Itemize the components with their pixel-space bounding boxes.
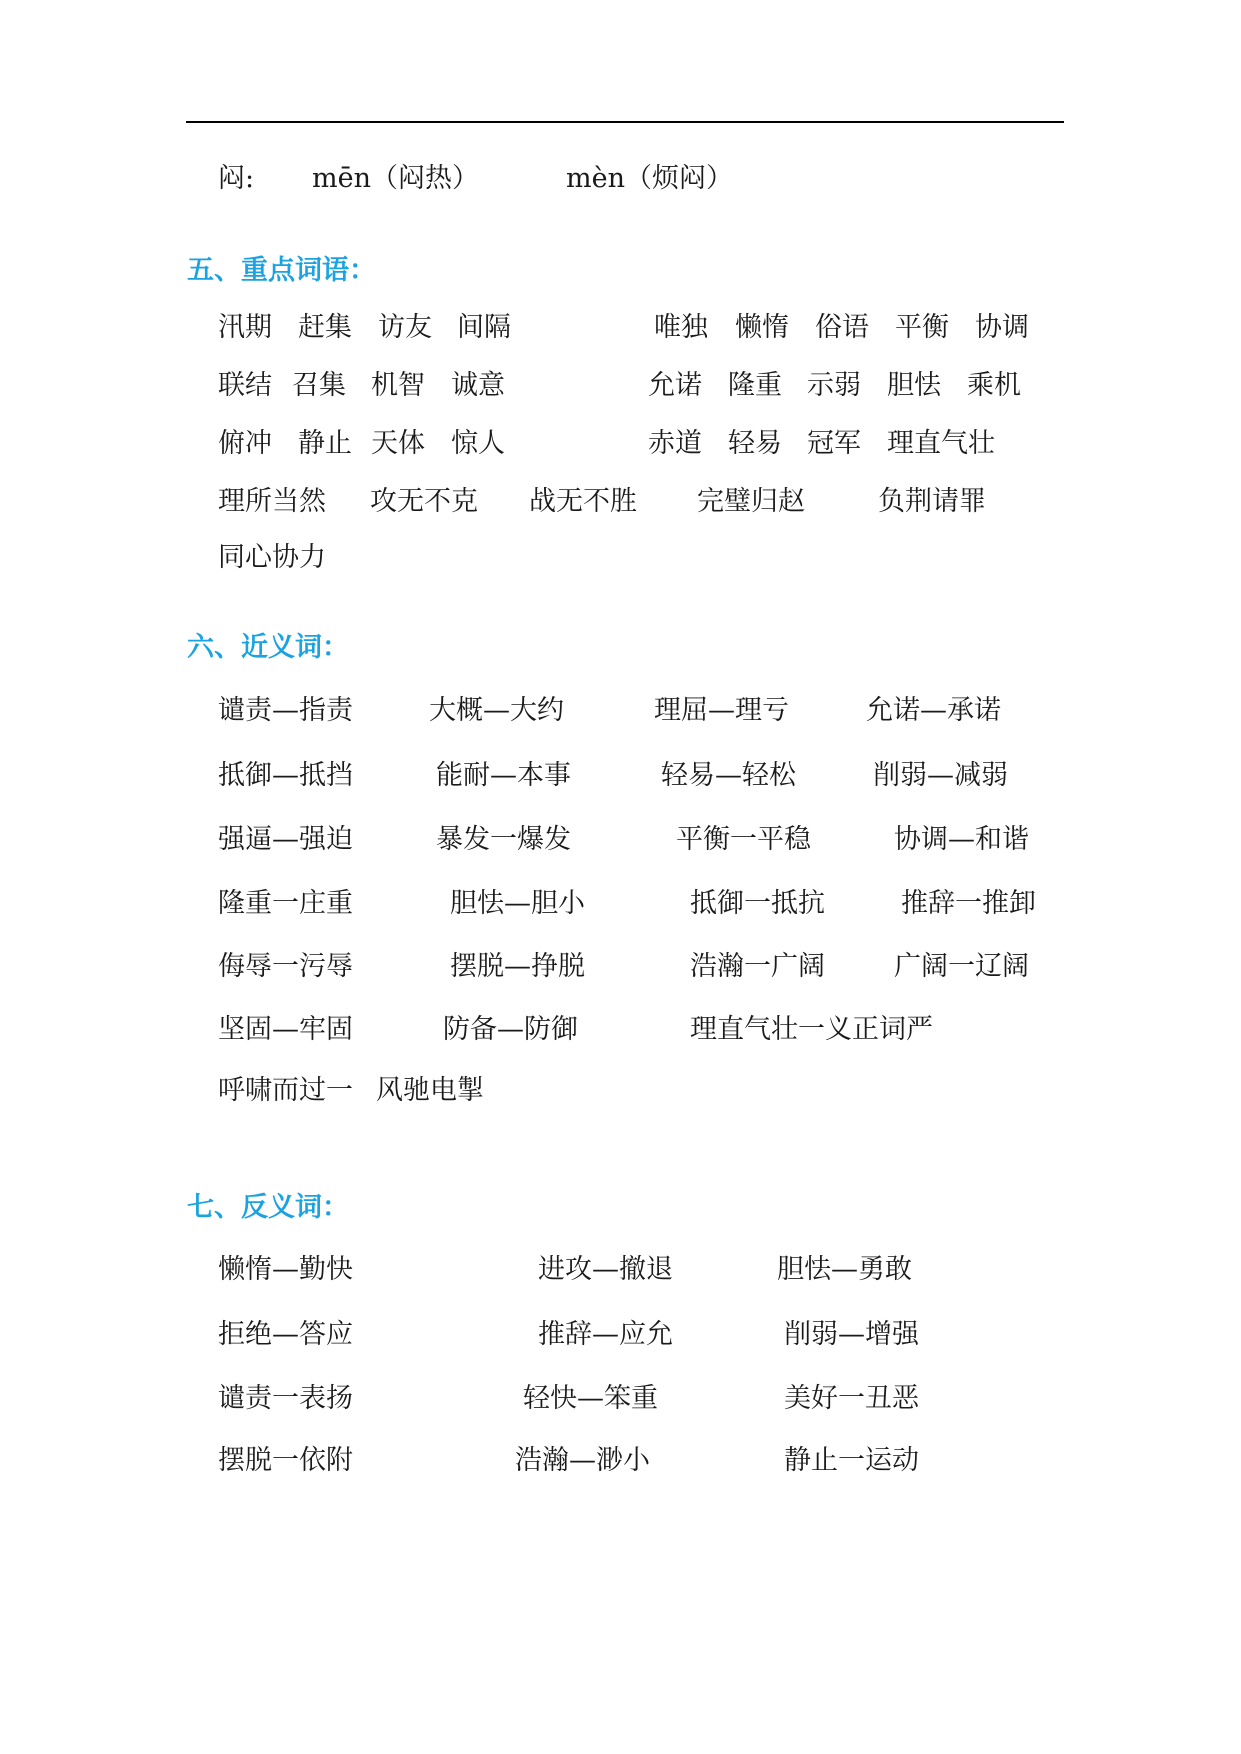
word: 赶集	[298, 312, 352, 343]
word-pair: 谴责一表扬	[218, 1383, 353, 1414]
word-pair: 浩瀚—渺小	[515, 1445, 650, 1476]
word: 俗语	[815, 312, 869, 343]
word: 攻无不克	[370, 486, 478, 517]
word-pair: 谴责—指责	[218, 695, 353, 726]
word-pair: 抵御一抵抗	[690, 888, 825, 919]
word: 唯独	[654, 312, 708, 343]
word: 允诺	[648, 370, 702, 401]
word: 理所当然	[218, 486, 326, 517]
word-pair: 胆怯—勇敢	[777, 1254, 912, 1285]
word: 赤道	[648, 428, 702, 459]
word-pair: 强逼—强迫	[218, 824, 353, 855]
word-pair: 抵御—抵挡	[218, 760, 353, 791]
word: 间隔	[457, 312, 511, 343]
word-pair: 摆脱—挣脱	[450, 951, 585, 982]
word: 联结	[218, 370, 272, 401]
word-pair: 推辞—应允	[538, 1319, 673, 1350]
word: 同心协力	[218, 542, 326, 573]
word-pair: 推辞一推卸	[901, 888, 1036, 919]
word-pair: 轻快—笨重	[523, 1383, 658, 1414]
word-pair: 摆脱一依附	[218, 1445, 353, 1476]
word-pair: 广阔一辽阔	[894, 951, 1029, 982]
pronunciation-2: mèn（烦闷）	[566, 163, 733, 194]
word: 协调	[975, 312, 1029, 343]
word: 示弱	[807, 370, 861, 401]
word-pair: 暴发一爆发	[436, 824, 571, 855]
word-pair: 拒绝—答应	[218, 1319, 353, 1350]
word-pair: 隆重一庄重	[218, 888, 353, 919]
word-pair: 呼啸而过一	[218, 1075, 353, 1106]
word-pair: 美好一丑恶	[784, 1383, 919, 1414]
word-pair: 削弱—减弱	[873, 760, 1008, 791]
word-pair: 风驰电掣	[376, 1075, 484, 1106]
top-rule	[186, 121, 1064, 123]
word: 天体	[371, 428, 425, 459]
word: 轻易	[728, 428, 782, 459]
polyphone-char: 闷:	[218, 163, 255, 194]
word: 机智	[371, 370, 425, 401]
word-pair: 浩瀚一广阔	[690, 951, 825, 982]
word-pair: 能耐—本事	[436, 760, 571, 791]
word: 俯冲	[218, 428, 272, 459]
word: 冠军	[807, 428, 861, 459]
word-pair: 允诺—承诺	[866, 695, 1001, 726]
word: 静止	[298, 428, 352, 459]
word: 完璧归赵	[697, 486, 805, 517]
word-pair: 大概—大约	[429, 695, 564, 726]
word-pair: 防备—防御	[443, 1014, 578, 1045]
word: 平衡	[895, 312, 949, 343]
word-pair: 懒惰—勤快	[218, 1254, 353, 1285]
word: 召集	[292, 370, 346, 401]
word-pair: 理直气壮一义正词严	[690, 1014, 933, 1045]
word-pair: 协调—和谐	[894, 824, 1029, 855]
section-title: 六、近义词：	[187, 632, 349, 663]
word-pair: 坚固—牢固	[218, 1014, 353, 1045]
word: 战无不胜	[529, 486, 637, 517]
section-title: 七、反义词：	[187, 1192, 349, 1223]
word: 胆怯	[887, 370, 941, 401]
word-pair: 削弱—增强	[784, 1319, 919, 1350]
pronunciation-1: mēn（闷热）	[312, 163, 479, 194]
word: 理直气壮	[887, 428, 995, 459]
word: 汛期	[218, 312, 272, 343]
word-pair: 静止一运动	[784, 1445, 919, 1476]
word: 乘机	[967, 370, 1021, 401]
word-pair: 胆怯—胆小	[450, 888, 585, 919]
word: 惊人	[451, 428, 505, 459]
word-pair: 进攻—撤退	[538, 1254, 673, 1285]
word: 诚意	[451, 370, 505, 401]
word-pair: 理屈—理亏	[654, 695, 789, 726]
word-pair: 轻易—轻松	[661, 760, 796, 791]
word: 隆重	[728, 370, 782, 401]
section-title: 五、重点词语：	[187, 255, 376, 286]
word: 懒惰	[735, 312, 789, 343]
word: 访友	[378, 312, 432, 343]
word-pair: 侮辱一污辱	[218, 951, 353, 982]
word: 负荆请罪	[878, 486, 986, 517]
word-pair: 平衡一平稳	[676, 824, 811, 855]
